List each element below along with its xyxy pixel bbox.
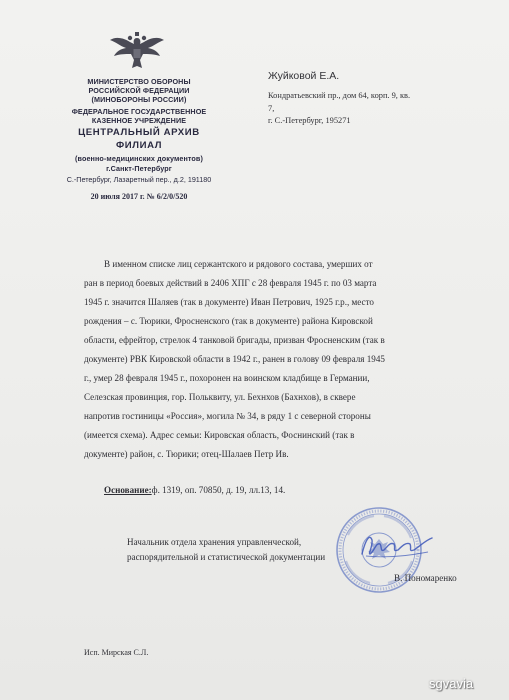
- basis-line: [104, 486, 285, 495]
- eagle-emblem-icon: [108, 32, 166, 74]
- watermark: sgvavia: [429, 676, 474, 691]
- body-line: (имеется схема). Адрес семьи: Кировская область, Фоснинский (так в: [84, 430, 355, 440]
- recipient-address-line-3: г. С.-Петербург, 195271: [268, 116, 351, 125]
- archive-city: г.Санкт-Петербург: [106, 164, 172, 173]
- body-line: документе) РВК Кировской области в 1942 г., ранен в голову 09 февраля 1945: [84, 354, 385, 364]
- ministry-line-3: (МИНОБОРОНЫ РОССИИ): [91, 95, 187, 104]
- archive-subtitle: (военно-медицинских документов): [75, 154, 203, 163]
- signer-title-line-2: распорядительной и статистической документации: [127, 552, 326, 562]
- handwritten-signature: [356, 528, 436, 562]
- executor-note: Исп. Мирская С.Л.: [84, 648, 149, 657]
- institution-line-1: ФЕДЕРАЛЬНОЕ ГОСУДАРСТВЕННОЕ: [71, 107, 207, 116]
- ministry-line-1: МИНИСТЕРСТВО ОБОРОНЫ: [87, 77, 191, 86]
- institution-line-2: КАЗЕННОЕ УЧРЕЖДЕНИЕ: [91, 116, 187, 125]
- archive-title-1: ЦЕНТРАЛЬНЫЙ АРХИВ: [78, 127, 200, 138]
- signer-title-line-1: Начальник отдела хранения управленческой,: [127, 537, 302, 547]
- recipient-name: Жуйковой Е.А.: [268, 70, 340, 82]
- archive-title-2: ФИЛИАЛ: [115, 140, 163, 151]
- archive-address: С.-Петербург, Лазаретный пер., д.2, 191180: [66, 175, 212, 184]
- ministry-line-2: РОССИЙСКОЙ ФЕДЕРАЦИИ: [88, 86, 190, 95]
- body-line: ран в период боевых действий в 2406 ХПГ с 28 февраля 1945 г. по 03 марта: [84, 278, 377, 288]
- body-line: 1945 г. значится Шаляев (так в документе) Иван Петрович, 1925 г.р., место: [84, 297, 374, 307]
- body-line: г., умер 28 февраля 1945 г., похоронен на воинском кладбище в Германии,: [84, 373, 370, 383]
- basis-label: Основание:: [104, 485, 152, 495]
- signer-name: В. Пономаренко: [394, 573, 457, 583]
- date-and-number: 20 июля 2017 г. № 6/2/0/520: [90, 192, 188, 201]
- body-line: В именном списке лиц сержантского и рядового состава, умерших от: [104, 259, 373, 269]
- body-line: области, ефрейтор, стрелок 4 танковой бригады, призван Фросненским (так в: [84, 335, 385, 345]
- body-line: напротив гостиницы «Россия», могила № 34, в ряду 1 с северной стороны: [84, 411, 371, 421]
- basis-text: ф. 1319, оп. 70850, д. 19, лл.13, 14.: [151, 485, 286, 495]
- recipient-address-line-2: 7,: [268, 104, 275, 113]
- recipient-address-line-1: Кондратьевский пр., дом 64, корп. 9, кв.: [268, 91, 411, 100]
- body-line: документе) район, с. Тюрики; отец-Шалаев Петр Ив.: [84, 449, 289, 459]
- body-line: рождения – с. Тюрики, Фросненского (так в документе) района Кировской: [84, 316, 373, 326]
- body-line: Селезская провинция, гор. Польквиту, ул. Бехнхов (Бахнхов), в сквере: [84, 392, 356, 402]
